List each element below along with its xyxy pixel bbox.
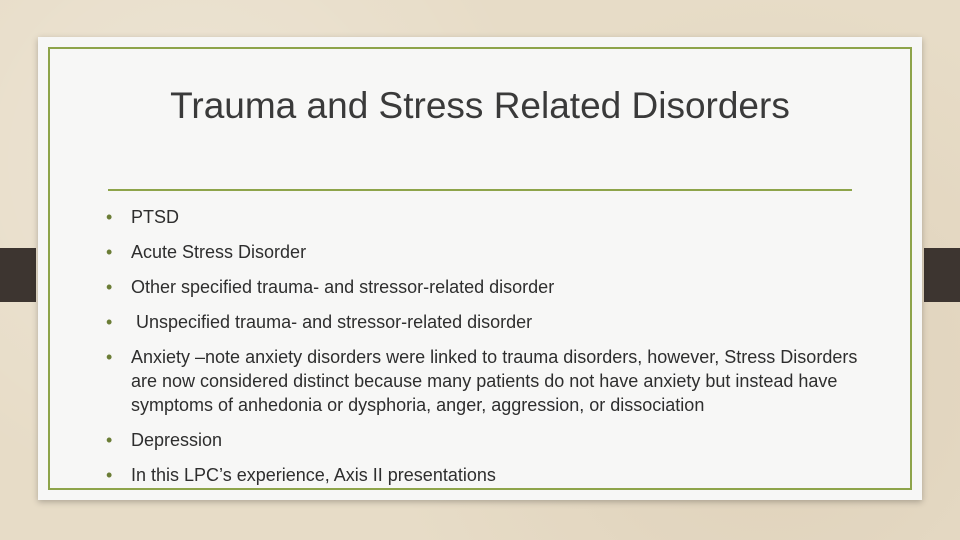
bullet-text: Depression	[131, 430, 223, 450]
bullet-item-depression	[106, 428, 866, 452]
slide-title: Trauma and Stress Related Disorders	[170, 85, 790, 126]
right-edge-tab	[924, 248, 960, 302]
bullet-text: In this LPC’s experience, Axis II presentations	[131, 465, 496, 485]
bullet-icon: •	[106, 430, 113, 450]
bullet-item-unspecified	[106, 310, 866, 334]
bullet-text: Anxiety –note anxiety disorders were linked to trauma disorders, however, Stress Disorders are now considered distinct because many patients do not have anxiety but instead have symptoms of anhedonia or dysphoria, anger, aggression, or dissociation	[131, 347, 858, 415]
bullet-item-axis-ii	[106, 463, 866, 487]
bullet-icon: •	[106, 242, 113, 262]
slide-card	[38, 37, 922, 500]
bullet-text: Other specified trauma- and stressor-related disorder	[131, 277, 555, 297]
bullet-text: Unspecified trauma- and stressor-related disorder	[131, 312, 533, 332]
title-divider	[108, 189, 852, 191]
bullet-text: PTSD	[131, 207, 180, 227]
bullet-icon: •	[106, 207, 113, 227]
bullet-item-other-specified	[106, 275, 866, 299]
left-edge-tab	[0, 248, 36, 302]
bullet-icon: •	[106, 465, 113, 485]
bullet-text: Acute Stress Disorder	[131, 242, 307, 262]
bullet-icon: •	[106, 312, 113, 332]
bullet-item-anxiety	[106, 345, 866, 417]
bullet-icon: •	[106, 347, 113, 367]
bullet-list	[106, 205, 866, 498]
bullet-icon: •	[106, 277, 113, 297]
bullet-item-ptsd	[106, 205, 866, 229]
bullet-item-acute-stress	[106, 240, 866, 264]
